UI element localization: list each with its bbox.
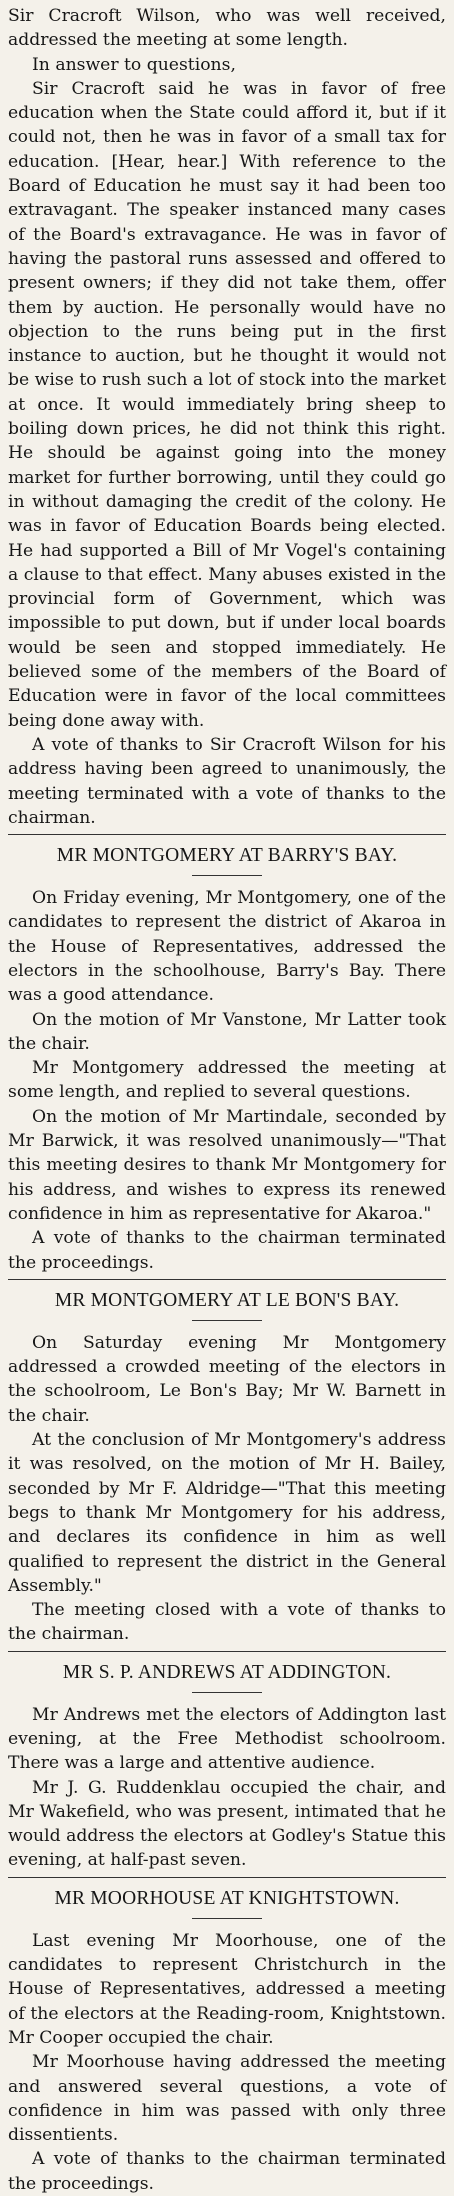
article-montgomery-barrys-bay	[8, 843, 446, 1275]
article-andrews-addington	[8, 1660, 446, 1873]
section-divider	[8, 1279, 446, 1280]
article-paragraph: Mr J. G. Ruddenklau occupied the chair, and Mr Wakefield, who was present, intimated that he would address the electors at Godley's Statue this evening, at half-past seven.	[8, 1777, 446, 1871]
headline-rule	[192, 1692, 262, 1693]
article-paragraph: A vote of thanks to the chairman terminated the proceedings.	[8, 1228, 446, 1273]
article-paragraph: At the conclusion of Mr Montgomery's address it was resolved, on the motion of Mr H. Bailey, seconded by Mr F. Aldridge—"That this meeting begs to thank Mr Montgomery for his address, and declares its confidence in him as well qualified to represent the district in the General Assembly."	[8, 1430, 446, 1596]
article-paragraph: A vote of thanks to Sir Cracroft Wilson for his address having been agreed to unanimously, the meeting terminated with a vote of thanks to the chairman.	[8, 734, 446, 828]
article-headline: MR MONTGOMERY AT LE BON'S BAY.	[54, 1289, 400, 1311]
article-paragraph: Mr Moorhouse having addressed the meeting and answered several questions, a vote of confidence in him was passed with only three dissentients.	[8, 2052, 446, 2146]
section-divider	[8, 1651, 446, 1652]
article-paragraph: Last evening Mr Moorhouse, one of the candidates to represent Christchurch in the House of Representatives, addressed a meeting of the electors at the Reading-room, Knightstown. Mr Cooper occupied the chair.	[8, 1930, 446, 2048]
article-paragraph: Mr Andrews met the electors of Addington last evening, at the Free Methodist schoolroom. There was a large and attentive audience.	[8, 1704, 446, 1774]
section-divider	[8, 834, 446, 835]
article-moorhouse-knightstown	[8, 1886, 446, 2196]
headline-rule	[192, 1918, 262, 1919]
article-headline: MR MOORHOUSE AT KNIGHTSTOWN.	[54, 1887, 400, 1909]
article-paragraph: A vote of thanks to the chairman terminated the proceedings.	[8, 2149, 446, 2194]
article-paragraph: The meeting closed with a vote of thanks to the chairman.	[8, 1600, 446, 1645]
article-paragraph: Sir Cracroft Wilson, who was well received, addressed the meeting at some length.	[8, 6, 446, 51]
headline-rule	[192, 875, 262, 876]
article-headline: MR S. P. ANDREWS AT ADDINGTON.	[62, 1661, 392, 1683]
article-montgomery-le-bons-bay	[8, 1288, 446, 1647]
article-headline: MR MONTGOMERY AT BARRY'S BAY.	[56, 845, 398, 867]
section-divider	[8, 1877, 446, 1878]
article-cracroft-wilson	[8, 4, 446, 830]
article-paragraph: Mr Montgomery addressed the meeting at some length, and replied to several questions.	[8, 1058, 446, 1103]
article-paragraph: On Friday evening, Mr Montgomery, one of the candidates to represent the district of Akaroa in the House of Representatives, addressed the electors in the schoolhouse, Barry's Bay. There was a good attendance.	[8, 888, 446, 1006]
article-paragraph: In answer to questions,	[32, 54, 236, 75]
article-paragraph: On the motion of Mr Martindale, seconded by Mr Barwick, it was resolved unanimously—"That this meeting desires to thank Mr Montgomery for his address, and wishes to express its renewed confidence in him as representative for Akaroa."	[8, 1106, 446, 1224]
headline-rule	[192, 1320, 262, 1321]
article-paragraph: On Saturday evening Mr Montgomery addressed a crowded meeting of the electors in the schoolroom, Le Bon's Bay; Mr W. Barnett in the chair.	[8, 1332, 446, 1426]
article-paragraph: Sir Cracroft said he was in favor of free education when the State could afford it, but if it could not, then he was in favor of a small tax for education. [Hear, hear.] With reference to the Board of Education he must say it had been too extravagant. The speaker instanced many cases of the Board's extravagance. He was in favor of having the pastoral runs assessed and offered to present owners; if they did not take them, offer them by auction. He personally would have no objection to the runs being put in the first instance to auction, but he thought it would not be wise to rush such a lot of stock into the market at once. It would immediately bring sheep to boiling down prices, he did not think this right. He should be against going into the money market for further borrowing, until they could go in without damaging the credit of the colony. He was in favor of Education Boards being elected. He had supported a Bill of Mr Vogel's containing a clause to that effect. Many abuses existed in the provincial form of Government, which was impossible to put down, but if under local boards would be seen and stopped immediately. He believed some of the members of the Board of Education were in favor of the local committees being done away with.	[8, 78, 446, 731]
article-paragraph: On the motion of Mr Vanstone, Mr Latter took the chair.	[8, 1009, 446, 1054]
